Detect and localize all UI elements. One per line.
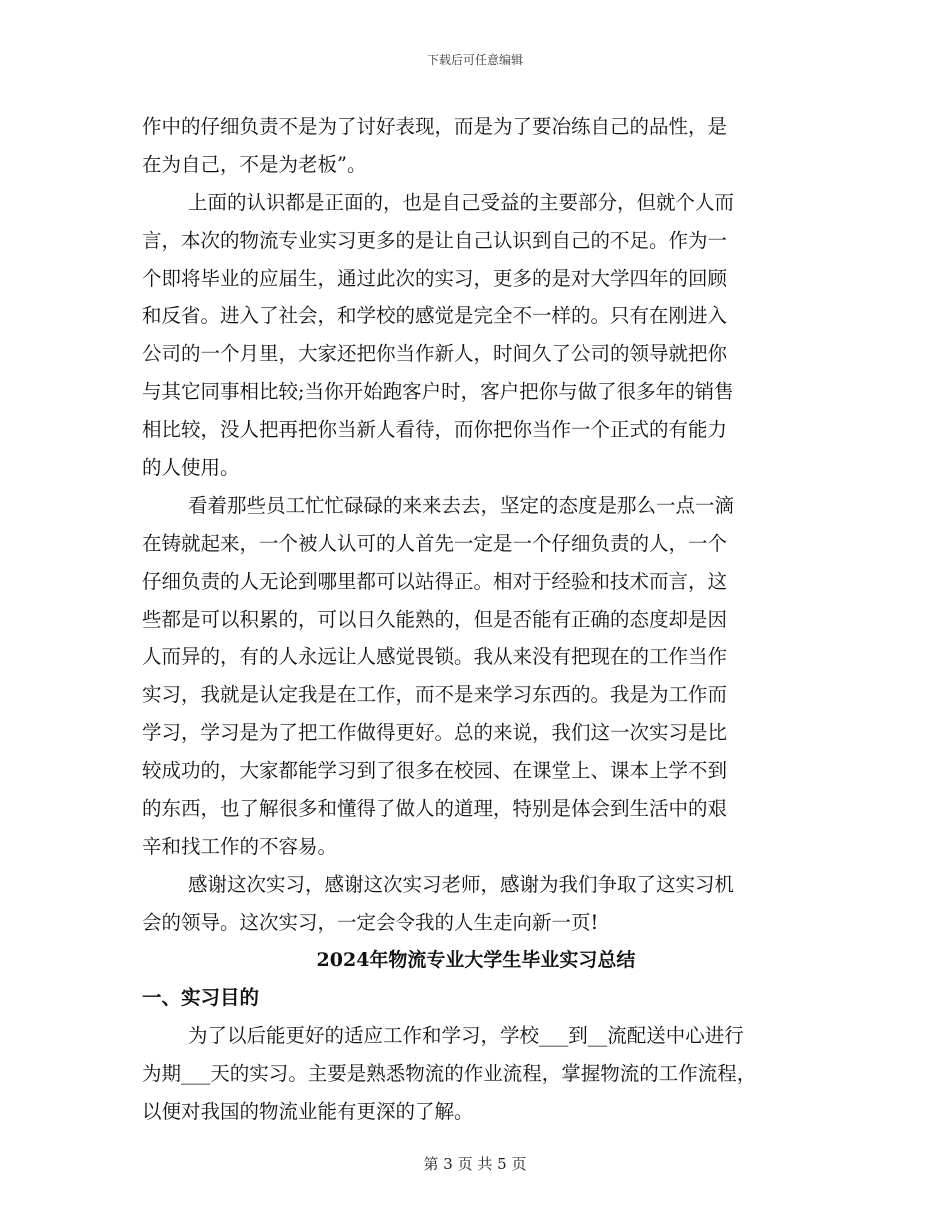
text-line: 为期___天的实习。主要是熟悉物流的作业流程，掌握物流的工作流程， [142, 1062, 757, 1086]
text-line: 辛和找工作的不容易。 [142, 834, 338, 858]
text-line: 的东西，也了解很多和懂得了做人的道理，特别是体会到生活中的艰 [142, 797, 728, 821]
text-line: 学习，学习是为了把工作做得更好。总的来说，我们这一次实习是比 [142, 721, 728, 745]
text-line: 言，本次的物流专业实习更多的是让自己认识到自己的不足。作为一 [142, 228, 728, 252]
paragraph-start: 上面的认识都是正面的，也是自己受益的主要部分，但就个人而 [188, 190, 735, 214]
section-title: 2024年物流专业大学生毕业实习总结 [316, 948, 636, 971]
text-line: 较成功的，大家都能学习到了很多在校园、在课堂上、课本上学不到 [142, 759, 728, 783]
text-line: 会的领导。这次实习，一定会令我的人生走向新一页! [142, 910, 599, 934]
text-line: 和反省。进入了社会，和学校的感觉是完全不一样的。只有在刚进入 [142, 304, 728, 328]
paragraph-start: 感谢这次实习，感谢这次实习老师，感谢为我们争取了这实习机 [188, 872, 735, 896]
page-header: 下载后可任意编辑 [426, 53, 523, 67]
text-line: 些都是可以积累的，可以日久能熟的，但是否能有正确的态度却是因 [142, 607, 728, 631]
text-line: 仔细负责的人无论到哪里都可以站得正。相对于经验和技术而言，这 [142, 569, 728, 593]
page-number: 第 3 页 共 5 页 [423, 1155, 527, 1173]
text-line: 与其它同事相比较;当你开始跑客户时，客户把你与做了很多年的销售 [142, 380, 734, 404]
text-line: 人而异的，有的人永远让人感觉畏锁。我从来没有把现在的工作当作 [142, 645, 728, 669]
text-line: 的人使用。 [142, 456, 240, 480]
text-line: 在铸就起来，一个被人认可的人首先一定是一个仔细负责的人，一个 [142, 531, 728, 555]
document-body [142, 108, 810, 1131]
text-line: 作中的仔细负责不是为了讨好表现，而是为了要冶练自己的品性，是 [142, 115, 728, 138]
text-line: 公司的一个月里，大家还把你当作新人，时间久了公司的领导就把你 [142, 342, 728, 366]
text-line: 在为自己，不是为老板”。 [142, 152, 367, 176]
text-line: 相比较，没人把再把你当新人看待，而你把你当作一个正式的有能力 [142, 418, 728, 442]
paragraph-start: 看着那些员工忙忙碌碌的来来去去，坚定的态度是那么一点一滴 [188, 493, 735, 517]
paragraph-start: 为了以后能更好的适应工作和学习，学校___到__流配送中心进行 [188, 1024, 744, 1048]
text-line: 实习，我就是认定我是在工作，而不是来学习东西的。我是为工作而 [142, 683, 728, 707]
section-heading: 一、实习目的 [142, 986, 260, 1010]
text-line: 以便对我国的物流业能有更深的了解。 [142, 1100, 474, 1124]
text-line: 个即将毕业的应届生，通过此次的实习，更多的是对大学四年的回顾 [142, 266, 728, 290]
